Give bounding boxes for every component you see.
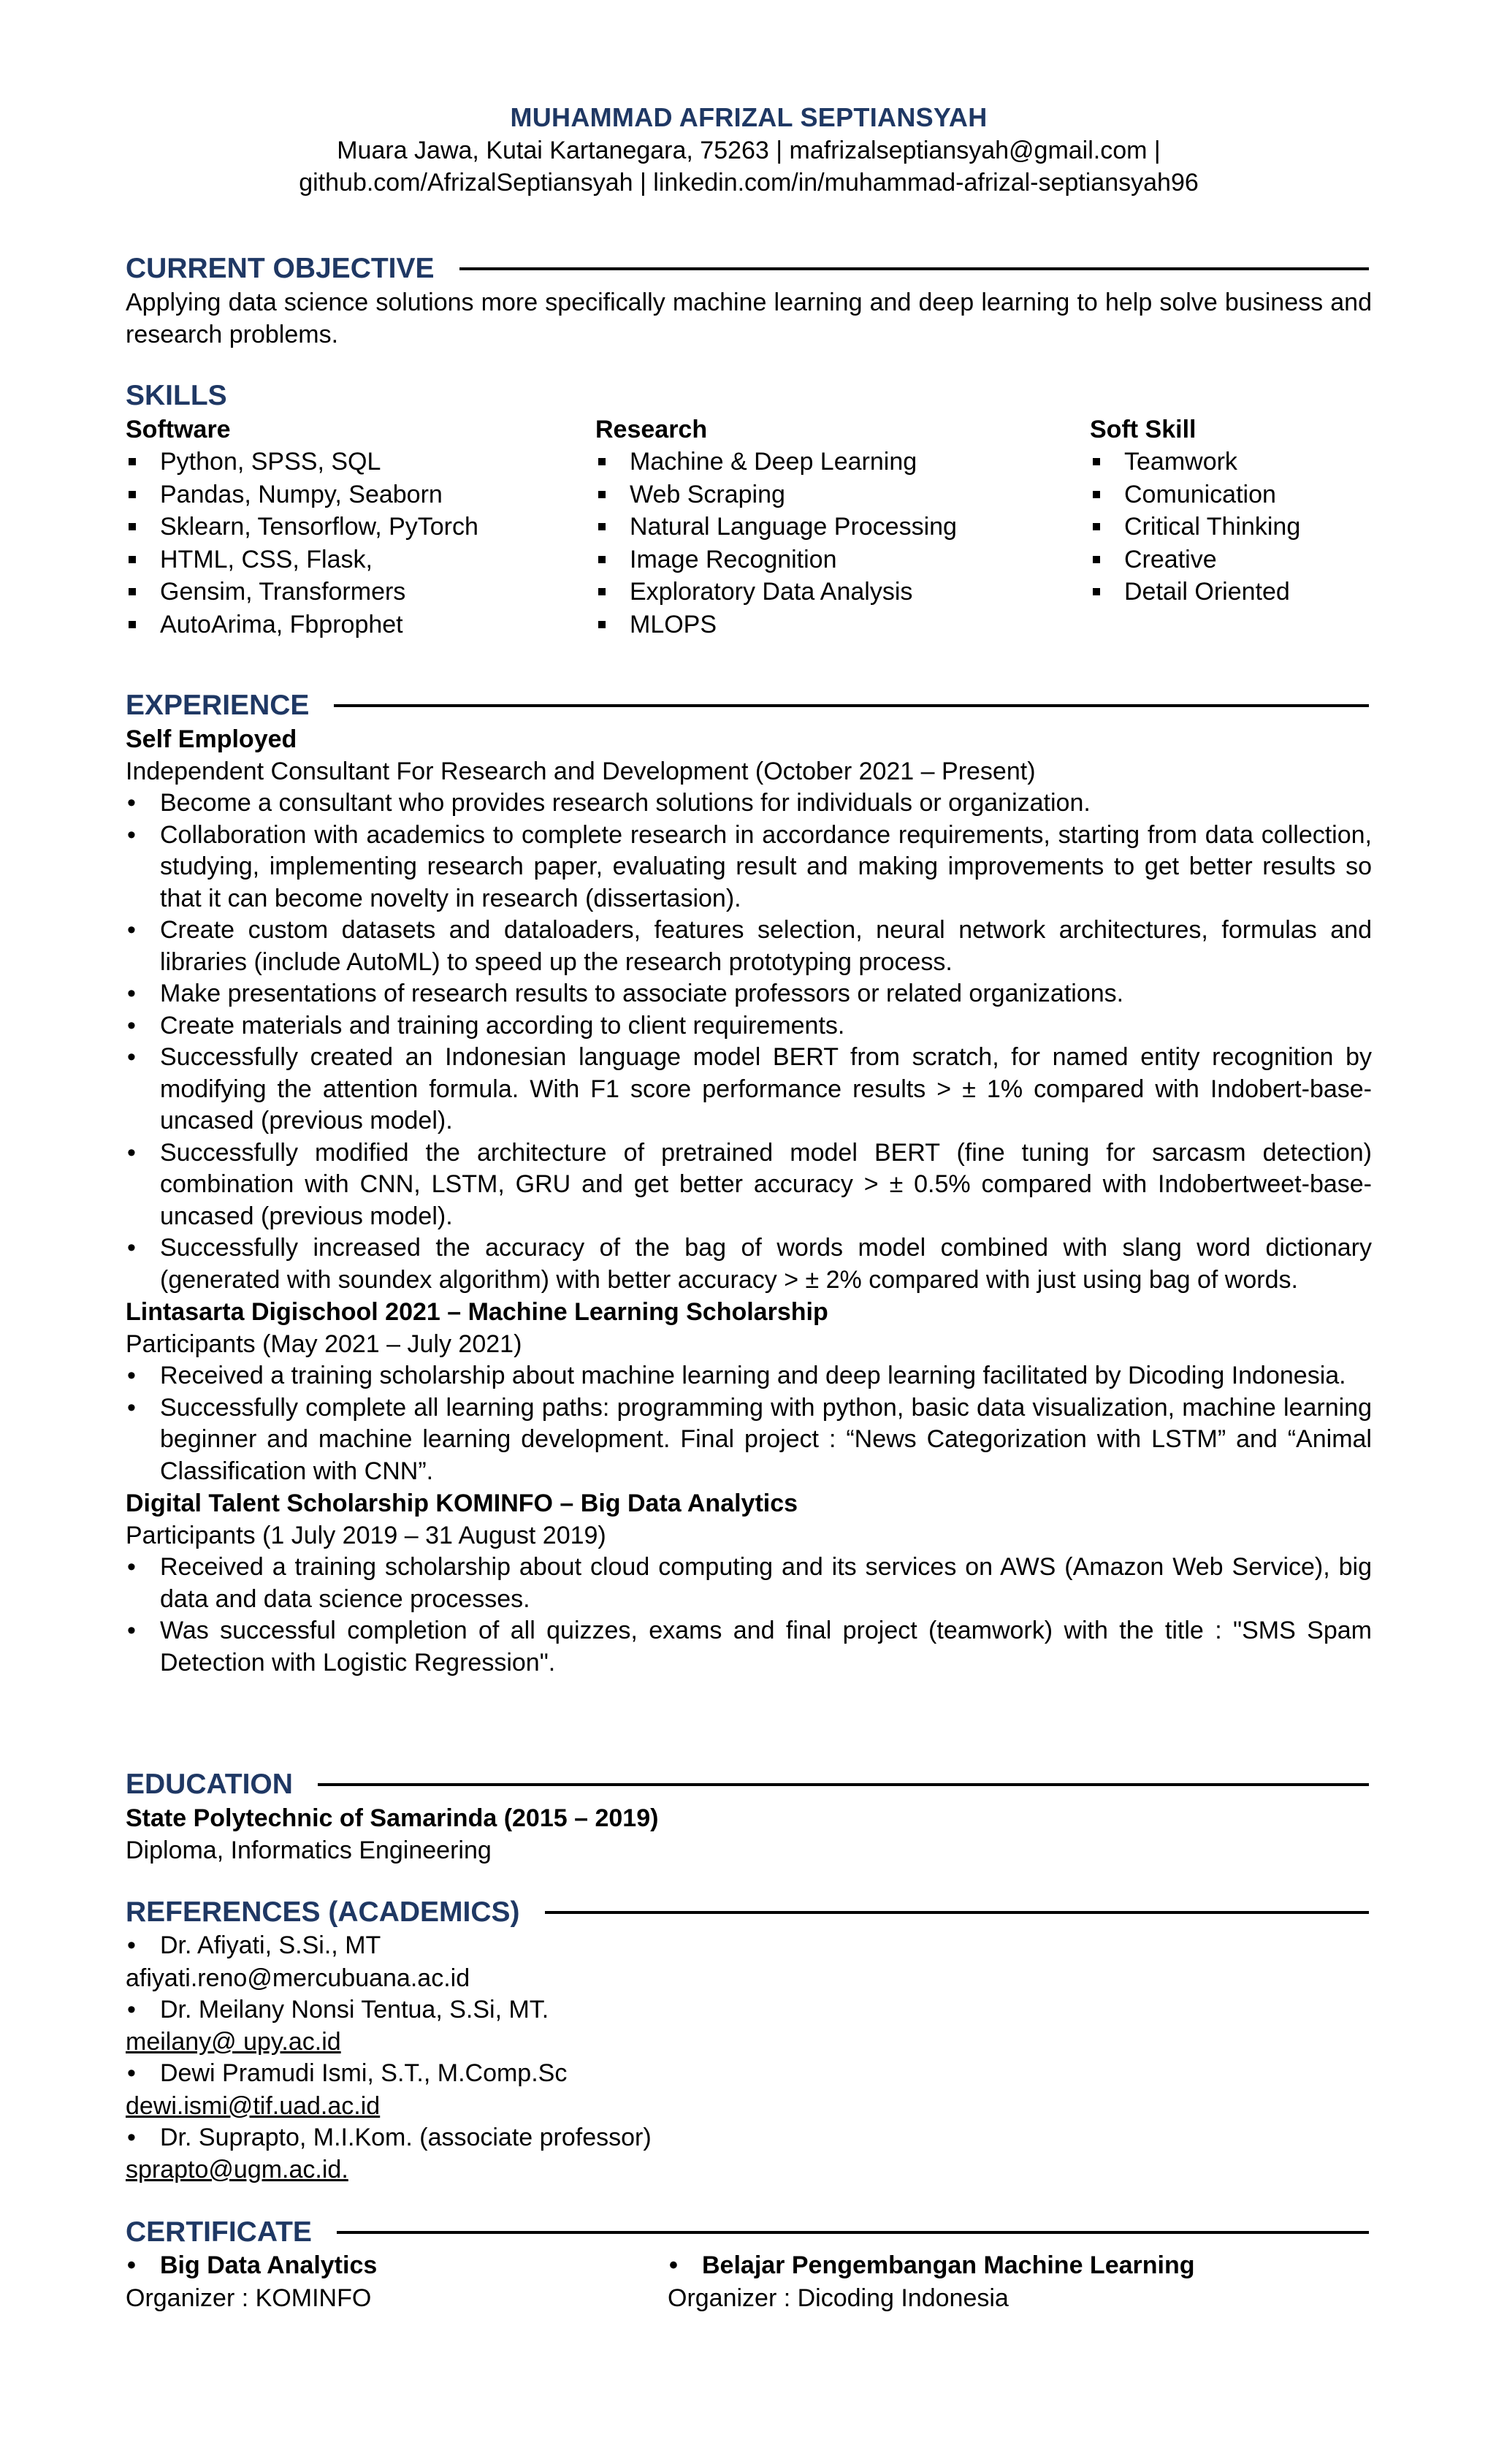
skills-column-heading: Software — [126, 416, 231, 443]
skill-item: Pandas, Numpy, Seaborn — [126, 478, 595, 511]
skill-item: Machine & Deep Learning — [595, 446, 1090, 478]
skill-item: Natural Language Processing — [595, 511, 1090, 543]
candidate-name: MUHAMMAD AFRIZAL SEPTIANSYAH — [510, 102, 988, 132]
skill-item: Exploratory Data Analysis — [595, 576, 1090, 609]
skills-column-heading: Soft Skill — [1090, 416, 1197, 443]
certificate-organizer: Organizer : KOMINFO — [126, 2284, 372, 2312]
certificate-item — [126, 2250, 668, 2314]
education-degree: Diploma, Informatics Engineering — [126, 1836, 492, 1864]
skill-item: MLOPS — [595, 609, 1090, 641]
skills-header — [126, 378, 1372, 413]
section-divider — [545, 1911, 1369, 1914]
job-bullet: • Collaboration with academics to complete research in accordance requirements, starting from data collection, studying, implementing research paper, evaluating result and making improvements to get better results so that it can become novelty in research (dissertasion). — [126, 820, 1372, 915]
job-bullet: • Create materials and training according to client requirements. — [126, 1010, 1372, 1042]
certificate-organizer: Organizer : Dicoding Indonesia — [668, 2284, 1009, 2312]
job-organization: Digital Talent Scholarship KOMINFO – Big Data Analytics — [126, 1490, 798, 1517]
section-divider — [318, 1783, 1369, 1786]
skill-item: Teamwork — [1090, 446, 1367, 478]
certificate-name: • Big Data Analytics — [126, 2250, 668, 2282]
section-title: CURRENT OBJECTIVE — [126, 253, 435, 284]
skills-column-heading: Research — [595, 416, 708, 443]
job-role: Participants (May 2021 – July 2021) — [126, 1330, 522, 1358]
section-title: EXPERIENCE — [126, 690, 310, 721]
job-bullet: • Successfully complete all learning paths: programming with python, basic data visualization, machine learning beginner and machine learning development. Final project : “News Categorization with LSTM” and “Animal Classification with CNN”. — [126, 1392, 1372, 1488]
references-header — [126, 1895, 1372, 1930]
experience-header — [126, 688, 1372, 723]
experience-section — [126, 688, 1372, 1679]
skill-item: Sklearn, Tensorflow, PyTorch — [126, 511, 595, 543]
skills-columns — [126, 413, 1372, 641]
contact-line-2: github.com/AfrizalSeptiansyah | linkedin.com/in/muhammad-afrizal-septiansyah96 — [299, 169, 1199, 197]
resume-page — [126, 101, 1372, 2312]
job-bullet: • Successfully increased the accuracy of the bag of words model combined with slang word dictionary (generated with soundex algorithm) with better accuracy > ± 2% compared with just using bag of words. — [126, 1232, 1372, 1296]
certificate-header — [126, 2215, 1372, 2250]
reference-name: • Dr. Suprapto, M.I.Kom. (associate professor) — [126, 2122, 1372, 2154]
job-bullet: • Received a training scholarship about cloud computing and its services on AWS (Amazon Web Service), big data and data science processes. — [126, 1552, 1372, 1615]
job-bullet: • Was successful completion of all quizzes, exams and final project (teamwork) with the title : "SMS Spam Detection with Logistic Regression". — [126, 1615, 1372, 1679]
skill-item: AutoArima, Fbprophet — [126, 609, 595, 641]
job-organization: Lintasarta Digischool 2021 – Machine Learning Scholarship — [126, 1298, 828, 1326]
section-divider — [334, 704, 1369, 707]
skill-item: HTML, CSS, Flask, — [126, 543, 595, 576]
reference-name: • Dr. Afiyati, S.Si., MT — [126, 1930, 1372, 1962]
section-title: CERTIFICATE — [126, 2216, 312, 2248]
job-entry — [126, 1296, 1372, 1487]
certificate-item — [668, 2250, 1325, 2314]
education-header — [126, 1767, 1372, 1802]
skill-item: Gensim, Transformers — [126, 576, 595, 609]
certificate-section — [126, 2215, 1372, 2314]
job-entry — [126, 723, 1372, 1296]
job-bullet: • Create custom datasets and dataloaders, features selection, neural network architectures, formulas and libraries (include AutoML) to speed up the research prototyping process. — [126, 915, 1372, 978]
reference-email[interactable]: dewi.ismi@tif.uad.ac.id — [126, 2091, 381, 2120]
skill-item: Creative — [1090, 543, 1367, 576]
objective-header — [126, 251, 1372, 286]
section-title: REFERENCES (ACADEMICS) — [126, 1896, 520, 1928]
skill-item: Web Scraping — [595, 478, 1090, 511]
references-section — [126, 1895, 1372, 2186]
certificate-columns — [126, 2250, 1372, 2314]
section-divider — [337, 2231, 1369, 2234]
skills-column-soft-skill — [1090, 413, 1367, 641]
contact-line-1: Muara Jawa, Kutai Kartanegara, 75263 | mafrizalseptiansyah@gmail.com | — [337, 137, 1161, 164]
job-entry — [126, 1487, 1372, 1679]
skill-item: Comunication — [1090, 478, 1367, 511]
reference-email[interactable]: afiyati.reno@mercubuana.ac.id — [126, 1964, 470, 1992]
section-divider — [459, 267, 1369, 270]
skill-item: Critical Thinking — [1090, 511, 1367, 543]
job-bullet: • Received a training scholarship about machine learning and deep learning facilitated by Dicoding Indonesia. — [126, 1360, 1372, 1392]
objective-section — [126, 251, 1372, 351]
reference-email[interactable]: meilany@ upy.ac.id — [126, 2028, 341, 2056]
job-role: Independent Consultant For Research and Development (October 2021 – Present) — [126, 758, 1036, 785]
skill-item: Image Recognition — [595, 543, 1090, 576]
education-section — [126, 1767, 1372, 1866]
section-title: SKILLS — [126, 380, 227, 411]
education-school: State Polytechnic of Samarinda (2015 – 2019) — [126, 1804, 659, 1832]
job-role: Participants (1 July 2019 – 31 August 2019) — [126, 1522, 606, 1549]
skills-column-software — [126, 413, 595, 641]
job-bullet: • Successfully modified the architecture of pretrained model BERT (fine tuning for sarcasm detection) combination with CNN, LSTM, GRU and get better accuracy > ± 0.5% compared with Indobertweet-base-uncased (previous model). — [126, 1137, 1372, 1233]
job-bullet: • Successfully created an Indonesian language model BERT from scratch, for named entity recognition by modifying the attention formula. With F1 score performance results > ± 1% compared with Indobert-base-uncased (previous model). — [126, 1042, 1372, 1137]
job-bullet: • Become a consultant who provides research solutions for individuals or organization. — [126, 787, 1372, 820]
skill-item: Detail Oriented — [1090, 576, 1367, 609]
job-bullet: • Make presentations of research results to associate professors or related organizations. — [126, 978, 1372, 1010]
section-title: EDUCATION — [126, 1769, 293, 1800]
skill-item: Python, SPSS, SQL — [126, 446, 595, 478]
certificate-name: • Belajar Pengembangan Machine Learning — [668, 2250, 1325, 2282]
reference-email[interactable]: sprapto@ugm.ac.id. — [126, 2156, 348, 2183]
reference-list — [126, 1930, 1372, 1962]
job-organization: Self Employed — [126, 725, 297, 753]
skills-section — [126, 378, 1372, 641]
skills-column-research — [595, 413, 1090, 641]
reference-name: • Dr. Meilany Nonsi Tentua, S.Si, MT. — [126, 1994, 1372, 2026]
objective-text: Applying data science solutions more specifically machine learning and deep learning to help solve business and research problems. — [126, 289, 1372, 348]
reference-name: • Dewi Pramudi Ismi, S.T., M.Comp.Sc — [126, 2058, 1372, 2090]
